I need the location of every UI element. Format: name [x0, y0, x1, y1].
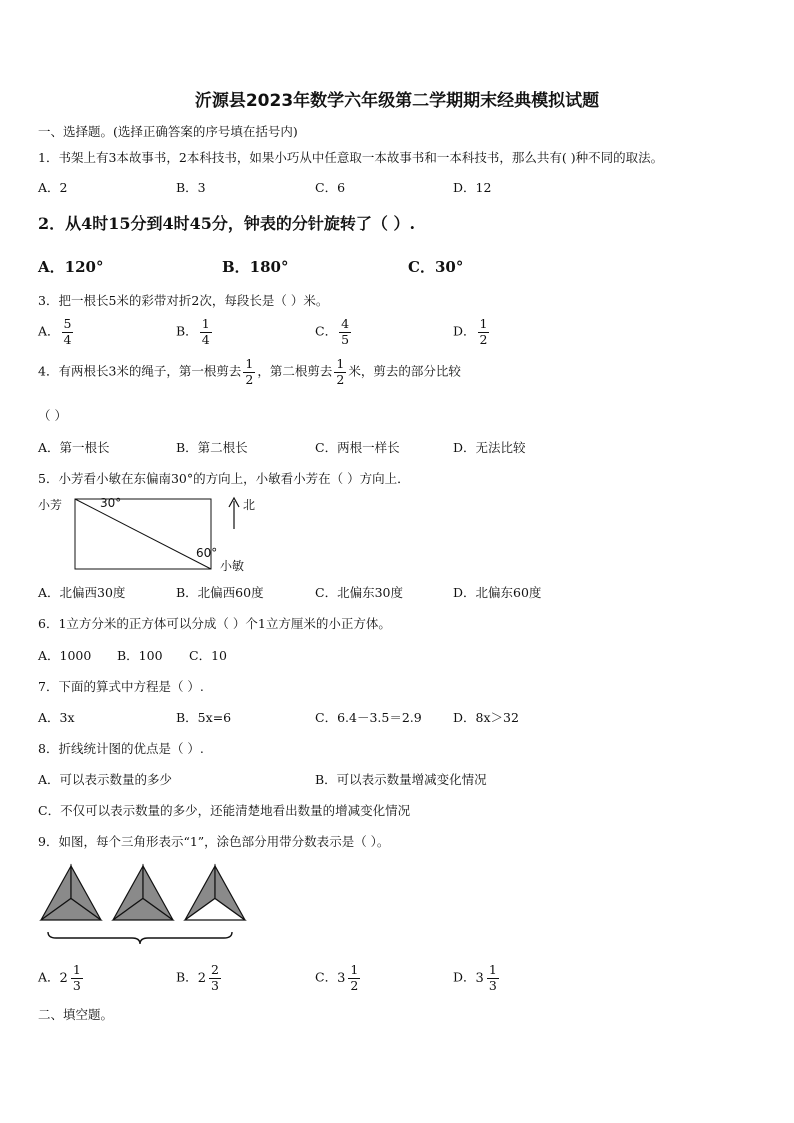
question-9-option-d	[453, 964, 501, 992]
fraction	[334, 358, 346, 386]
numerator: 1	[245, 356, 254, 371]
question-2-option-b: B．180°	[222, 258, 289, 276]
denominator: 2	[350, 977, 359, 993]
denominator: 2	[479, 331, 488, 347]
question-9-text: 9．如图，每个三角形表示“1”，涂色部分用带分数表示是（ ）。	[38, 834, 390, 849]
whole-part: 3	[337, 970, 346, 986]
option-label: A．	[38, 323, 60, 339]
question-4-option-a: A．第一根长	[38, 440, 110, 455]
whole-part: 3	[475, 970, 484, 986]
question-7-option-d: D．8x＞32	[453, 710, 519, 725]
numerator: 2	[210, 962, 219, 977]
question-4-part3: 米，剪去的部分比较	[348, 363, 461, 379]
mixed-number	[476, 964, 501, 992]
question-8-text: 8．折线统计图的优点是（ ）.	[38, 741, 204, 756]
mixed-number	[337, 964, 362, 992]
question-6-option-c: C．10	[189, 648, 227, 663]
fraction	[487, 964, 499, 992]
question-4-option-c: C．两根一样长	[315, 440, 400, 455]
question-1-option-b: B．3	[176, 180, 206, 195]
section-heading-choice: 一、选择题。(选择正确答案的序号填在括号内)	[38, 124, 298, 139]
mixed-number	[60, 964, 85, 992]
numerator: 1	[336, 356, 345, 371]
mixed-number	[198, 964, 223, 992]
fraction	[200, 318, 212, 346]
question-4-option-b: B．第二根长	[176, 440, 248, 455]
question-4-option-d: D．无法比较	[453, 440, 526, 455]
numerator: 5	[63, 316, 72, 331]
fraction	[243, 358, 255, 386]
section-heading-fill: 二、填空题。	[38, 1007, 114, 1022]
whole-part: 2	[197, 970, 206, 986]
denominator: 2	[336, 371, 345, 387]
question-1-text: 1．书架上有3本故事书，2本科技书，如果小巧从中任意取一本故事书和一本科技书，那么共有( )种不同的取法。	[38, 150, 664, 165]
question-5-text: 5．小芳看小敏在东偏南30°的方向上，小敏看小芳在（ ）方向上．	[38, 471, 410, 486]
fraction	[478, 318, 490, 346]
question-9-option-b	[176, 964, 223, 992]
question-3-option-c	[315, 318, 353, 346]
question-5-option-d: D．北偏东60度	[453, 585, 542, 600]
option-label: B．	[176, 323, 198, 339]
fraction	[62, 318, 74, 346]
option-label: D．	[453, 969, 476, 985]
question-4-part1: 4．有两根长3米的绳子，第一根剪去	[38, 363, 242, 379]
diagram-label-xiaomin: 小敏	[220, 559, 245, 573]
question-3-option-b	[176, 318, 214, 346]
diagram-angle-top: 30°	[100, 496, 122, 510]
diagram-angle-bottom: 60°	[196, 546, 218, 560]
question-4-part2: ，第二根剪去	[257, 363, 333, 379]
numerator: 4	[341, 316, 350, 331]
diagram-label-xiaofang: 小芳	[38, 498, 63, 512]
question-8-option-b: B．可以表示数量增减变化情况	[315, 772, 487, 787]
denominator: 4	[201, 331, 210, 347]
question-4-blank: （ ）	[38, 408, 67, 423]
question-1-option-d: D．12	[453, 180, 492, 195]
fraction	[209, 964, 221, 992]
question-3-option-a	[38, 318, 75, 346]
numerator: 1	[201, 316, 210, 331]
question-8-option-c: C．不仅可以表示数量的多少，还能清楚地看出数量的增减变化情况	[38, 803, 411, 818]
question-2-option-c: C．30°	[408, 258, 464, 276]
question-7-text: 7．下面的算式中方程是（ ）.	[38, 679, 204, 694]
diagram-diagonal	[75, 499, 211, 569]
question-7-option-b: B．5x=6	[176, 710, 232, 725]
option-label: A．	[38, 969, 60, 985]
denominator: 3	[72, 977, 81, 993]
option-label: B．	[176, 969, 198, 985]
denominator: 3	[210, 977, 219, 993]
fraction	[339, 318, 351, 346]
denominator: 3	[488, 977, 497, 993]
direction-diagram	[70, 495, 250, 577]
question-3-option-d	[453, 318, 491, 346]
question-5-option-c: C．北偏东30度	[315, 585, 403, 600]
question-7-option-a: A．3x	[38, 710, 75, 725]
denominator: 2	[245, 371, 254, 387]
question-1-option-a: A．2	[38, 180, 68, 195]
question-8-option-a: A．可以表示数量的多少	[38, 772, 173, 787]
triangles-figure	[38, 862, 248, 952]
page-title: 沂源县2023年数学六年级第二学期期末经典模拟试题	[194, 91, 600, 111]
denominator: 5	[341, 331, 350, 347]
question-4-text	[38, 358, 461, 386]
question-6-text: 6．1立方分米的正方体可以分成（ ）个1立方厘米的小正方体。	[38, 616, 391, 631]
option-label: C．	[315, 323, 338, 339]
question-5-option-a: A．北偏西30度	[38, 585, 126, 600]
question-1-option-c: C．6	[315, 180, 346, 195]
question-7-option-c: C．6.4－3.5＝2.9	[315, 710, 422, 725]
whole-part: 2	[59, 970, 68, 986]
numerator: 1	[479, 316, 488, 331]
fraction	[71, 964, 83, 992]
grouping-brace	[48, 932, 232, 944]
question-6-option-a: A．1000	[38, 648, 92, 663]
question-2-option-a: A．120°	[38, 258, 104, 276]
question-9-option-a	[38, 964, 85, 992]
option-label: C．	[315, 969, 338, 985]
numerator: 1	[488, 962, 497, 977]
question-2-text: 2．从4时15分到4时45分，钟表的分针旋转了（ ）.	[38, 214, 416, 233]
question-5-option-b: B．北偏西60度	[176, 585, 264, 600]
question-3-text: 3．把一根长5米的彩带对折2次，每段长是（ ）米。	[38, 293, 329, 308]
fraction	[348, 964, 360, 992]
diagram-label-north: 北	[243, 498, 256, 512]
numerator: 1	[72, 962, 81, 977]
question-9-option-c	[315, 964, 362, 992]
question-6-option-b: B．100	[117, 648, 163, 663]
numerator: 1	[350, 962, 359, 977]
option-label: D．	[453, 323, 476, 339]
denominator: 4	[63, 331, 72, 347]
